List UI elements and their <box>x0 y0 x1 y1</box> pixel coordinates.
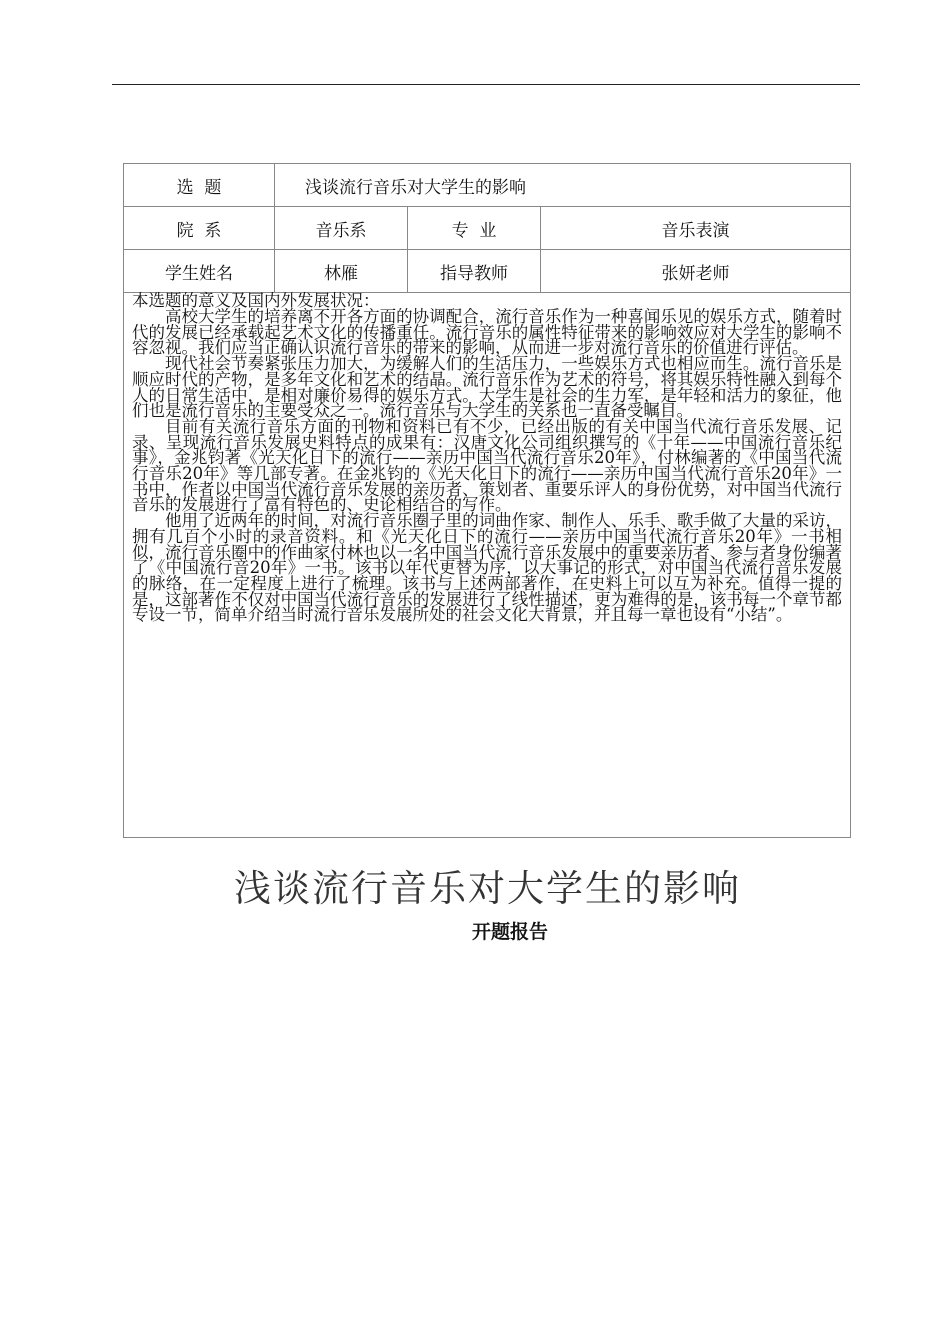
topic-value: 浅谈流行音乐对大学生的影响 <box>275 164 851 207</box>
advisor-label: 指导教师 <box>408 250 541 293</box>
significance-heading: 本选题的意义及国内外发展状况： <box>132 291 380 310</box>
student-name-value: 林雁 <box>275 250 408 293</box>
student-row <box>124 250 851 293</box>
student-name-label: 学生姓名 <box>124 250 275 293</box>
topic-label: 选 题 <box>124 164 275 207</box>
advisor-value: 张妍老师 <box>541 250 851 293</box>
department-label: 院 系 <box>124 207 275 250</box>
document-subtitle: 开题报告 <box>471 921 548 943</box>
proposal-form-table <box>123 163 851 838</box>
major-label: 专 业 <box>408 207 541 250</box>
significance-paragraph-4: 他用了近两年的时间，对流行音乐圈子里的词曲作家、制作人、乐手、歌手做了大量的采访，拥有几百个小时的录音资料。和《光天化日下的流行——亲历中国当代流行音乐20年》一书相似，流行音乐圈中的作曲家付林也以一名中国当代流行音乐发展中的重要亲历者、参与者身份编著了《中国流行音20年》一书。该书以年代更替为序，以大事记的形式，对中国当代流行音乐发展的脉络，在一定程度上进行了梳理。该书与上述两部著作，在史料上可以互为补充。值得一提的是，这部著作不仅对中国当代流行音乐的发展进行了线性描述，更为难得的是，该书每一个章节都专设一节，简单介绍当时流行音乐发展所处的社会文化大背景，并且每一章也设有“小结”。 <box>132 511 842 625</box>
significance-paragraph-2: 现代社会节奏紧张压力加大，为缓解人们的生活压力，一些娱乐方式也相应而生。流行音乐是顺应时代的产物，是多年文化和艺术的结晶。流行音乐作为艺术的符号，将其娱乐特性融入到每个人的日常生活中，是相对廉价易得的娱乐方式。大学生是社会的生力军，是年轻和活力的象征，他们也是流行音乐的主要受众之一。流行音乐与大学生的关系也一直备受瞩目。 <box>132 354 842 421</box>
topic-row <box>124 164 851 207</box>
document-title: 浅谈流行音乐对大学生的影响 <box>234 867 741 910</box>
significance-row <box>124 293 851 838</box>
major-value: 音乐表演 <box>541 207 851 250</box>
significance-paragraph-1: 高校大学生的培养离不开各方面的协调配合，流行音乐作为一种喜闻乐见的娱乐方式，随着时代的发展已经承载起艺术文化的传播重任。流行音乐的属性特征带来的影响效应对大学生的影响不容忽视。我们应当正确认识流行音乐的带来的影响，从而进一步对流行音乐的价值进行评估。 <box>132 307 842 358</box>
significance-cell <box>124 293 851 838</box>
significance-paragraph-3: 目前有关流行音乐方面的刊物和资料已有不少，已经出版的有关中国当代流行音乐发展、记录、呈现流行音乐发展史料特点的成果有：汉唐文化公司组织撰写的《十年——中国流行音乐纪事》，金兆钧著《光天化日下的流行——亲历中国当代流行音乐20年》，付林编著的《中国当代流行音乐20年》等几部专著。在金兆钧的《光天化日下的流行——亲历中国当代流行音乐20年》一书中，作者以中国当代流行音乐发展的亲历者、策划者、重要乐评人的身份优势，对中国当代流行音乐的发展进行了富有特色的、史论相结合的写作。 <box>132 416 842 515</box>
department-value: 音乐系 <box>275 207 408 250</box>
department-row <box>124 207 851 250</box>
header-rule <box>112 84 860 85</box>
